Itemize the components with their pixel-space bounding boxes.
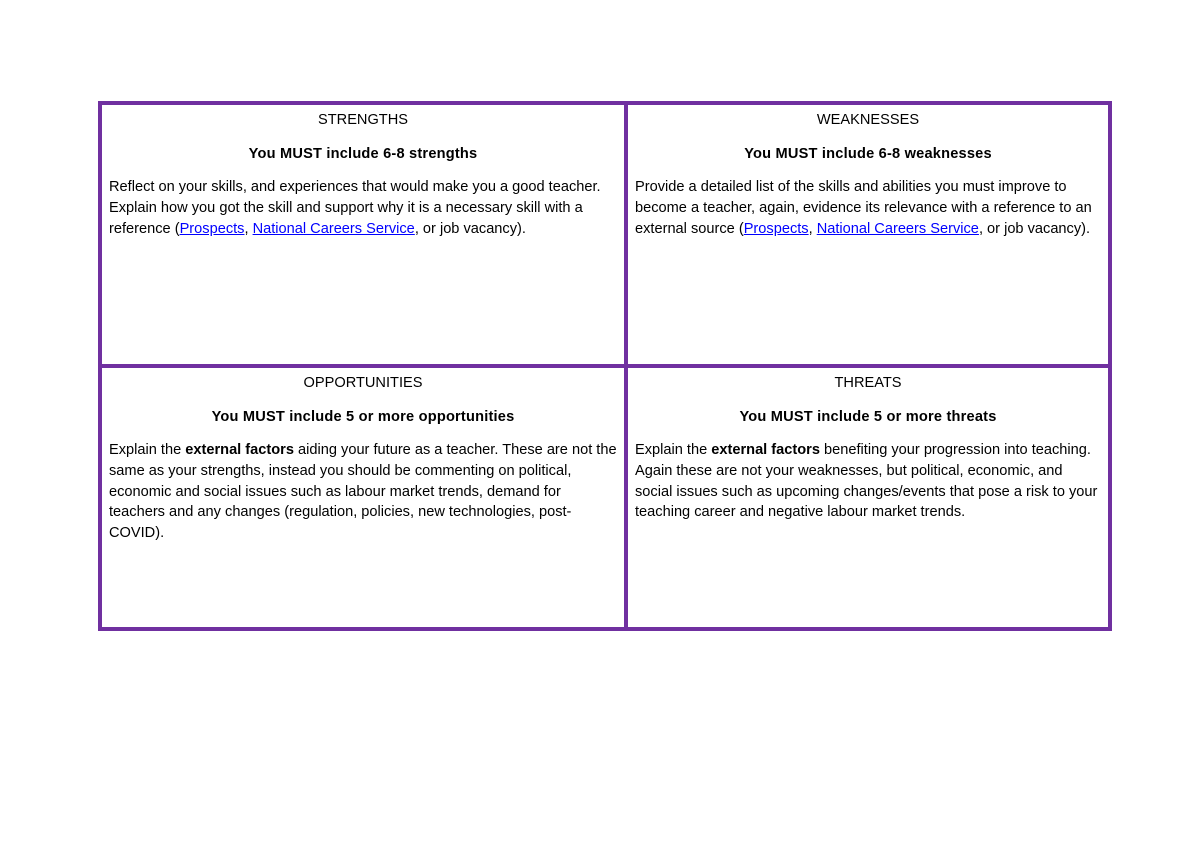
prospects-link[interactable]: Prospects: [743, 220, 809, 237]
opportunities-title: OPPORTUNITIES: [303, 375, 423, 391]
strengths-cell[interactable]: [100, 103, 626, 366]
prospects-link[interactable]: Prospects: [179, 220, 245, 237]
opportunities-description: [109, 440, 617, 544]
link-separator: ,: [808, 220, 817, 237]
opportunities-cell[interactable]: [100, 366, 626, 629]
threats-requirement: You MUST include 5 or more threats: [739, 409, 997, 425]
opportunities-description-end: aiding your future as a teacher. These are not the same as your strengths, instead you should be commenting on political, economic and social issues such as labour market trends, demand for teachers and any changes (regulation, policies, new technologies, post-COVID).: [109, 442, 617, 542]
national-careers-service-link[interactable]: National Careers Service: [816, 220, 979, 237]
opportunities-requirement: You MUST include 5 or more opportunities: [211, 409, 515, 425]
weaknesses-requirement: You MUST include 6-8 weaknesses: [744, 146, 992, 162]
strengths-requirement: You MUST include 6-8 strengths: [248, 146, 478, 162]
weaknesses-cell[interactable]: [626, 103, 1110, 366]
weaknesses-description: [635, 177, 1101, 239]
strengths-description: [109, 177, 617, 239]
swot-row-top: [100, 103, 1110, 366]
opportunities-description-start: Explain the: [109, 442, 186, 458]
swot-row-bottom: [100, 366, 1110, 629]
threats-title: THREATS: [834, 375, 902, 391]
national-careers-service-link[interactable]: National Careers Service: [252, 220, 415, 237]
weaknesses-title: WEAKNESSES: [816, 112, 920, 128]
opportunities-emphasis: external factors: [185, 442, 294, 458]
threats-description-start: Explain the: [635, 442, 712, 458]
weaknesses-description-end: , or job vacancy).: [978, 220, 1091, 237]
threats-emphasis: external factors: [711, 442, 820, 458]
link-separator: ,: [244, 220, 253, 237]
weaknesses-description-start: Provide a detailed list of the skills and abilities you must improve to become a teacher, again, evidence its relevance with a reference to an external source (: [635, 179, 1092, 237]
strengths-title: STRENGTHS: [318, 112, 408, 128]
strengths-description-start: Reflect on your skills, and experiences that would make you a good teacher. Explain how you got the skill and support why it is a necessary skill with a reference (: [109, 179, 601, 237]
threats-description-end: benefiting your progression into teaching. Again these are not your weaknesses, but political, economic, and social issues such as upcoming changes/events that pose a risk to your teaching career and negative labour market trends.: [635, 442, 1098, 521]
threats-description: [635, 440, 1101, 523]
swot-table: [98, 101, 1112, 631]
threats-cell[interactable]: [626, 366, 1110, 629]
strengths-description-end: , or job vacancy).: [414, 220, 526, 237]
